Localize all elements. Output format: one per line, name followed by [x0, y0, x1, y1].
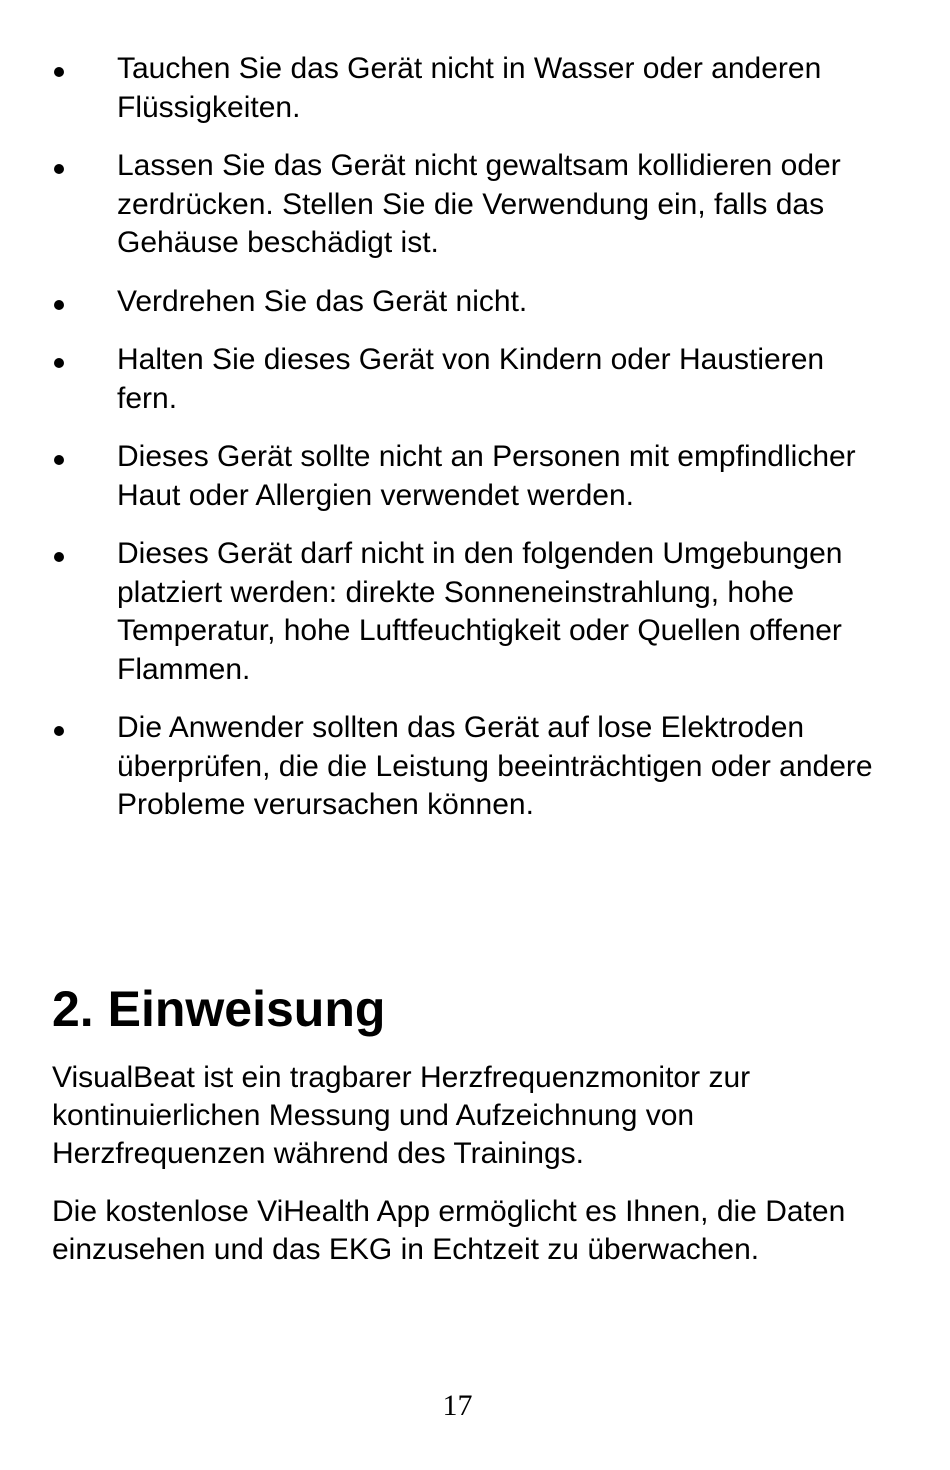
section-body [52, 1059, 892, 1289]
list-item [0, 50, 950, 127]
bullet-icon [54, 552, 64, 562]
list-item [0, 147, 950, 263]
page-number: 17 [442, 1389, 473, 1422]
app-paragraph: Die kostenlose ViHealth App ermöglicht es Ihnen, die Daten einzusehen und das EKG in Echtzeit zu überwachen. [52, 1195, 846, 1266]
list-item [0, 535, 950, 689]
intro-paragraph: VisualBeat ist ein tragbarer Herzfrequenzmonitor zur kontinuierlichen Messung und Aufzeichnung von Herzfrequenzen während des Trainings. [52, 1061, 751, 1170]
section-title: 2. Einweisung [52, 981, 386, 1037]
list-item-text: Dieses Gerät darf nicht in den folgenden Umgebungen platziert werden: direkte Sonneneinstrahlung, hohe Temperatur, hohe Luftfeuchtigkeit oder Quellen offener Flammen. [117, 537, 843, 686]
list-item [0, 438, 950, 515]
bullet-icon [54, 67, 64, 77]
bullet-icon [54, 164, 64, 174]
list-item-text: Tauchen Sie das Gerät nicht in Wasser oder anderen Flüssigkeiten. [117, 52, 822, 124]
list-item-text: Lassen Sie das Gerät nicht gewaltsam kollidieren oder zerdrücken. Stellen Sie die Verwendung ein, falls das Gehäuse beschädigt ist. [117, 149, 841, 259]
list-item [0, 709, 950, 825]
list-item-text: Verdrehen Sie das Gerät nicht. [117, 284, 528, 318]
bullet-icon [54, 455, 64, 465]
list-item [0, 341, 950, 418]
list-item-text: Die Anwender sollten das Gerät auf lose Elektroden überprüfen, die die Leistung beeinträchtigen oder andere Probleme verursachen können. [117, 711, 873, 821]
safety-bullet-list [0, 50, 950, 845]
list-item-text: Halten Sie dieses Gerät von Kindern oder Haustieren fern. [117, 343, 825, 415]
bullet-icon [54, 358, 64, 368]
bullet-icon [54, 300, 64, 310]
list-item [0, 283, 950, 322]
list-item-text: Dieses Gerät sollte nicht an Personen mit empfindlicher Haut oder Allergien verwendet werden. [117, 440, 856, 512]
bullet-icon [54, 726, 64, 736]
